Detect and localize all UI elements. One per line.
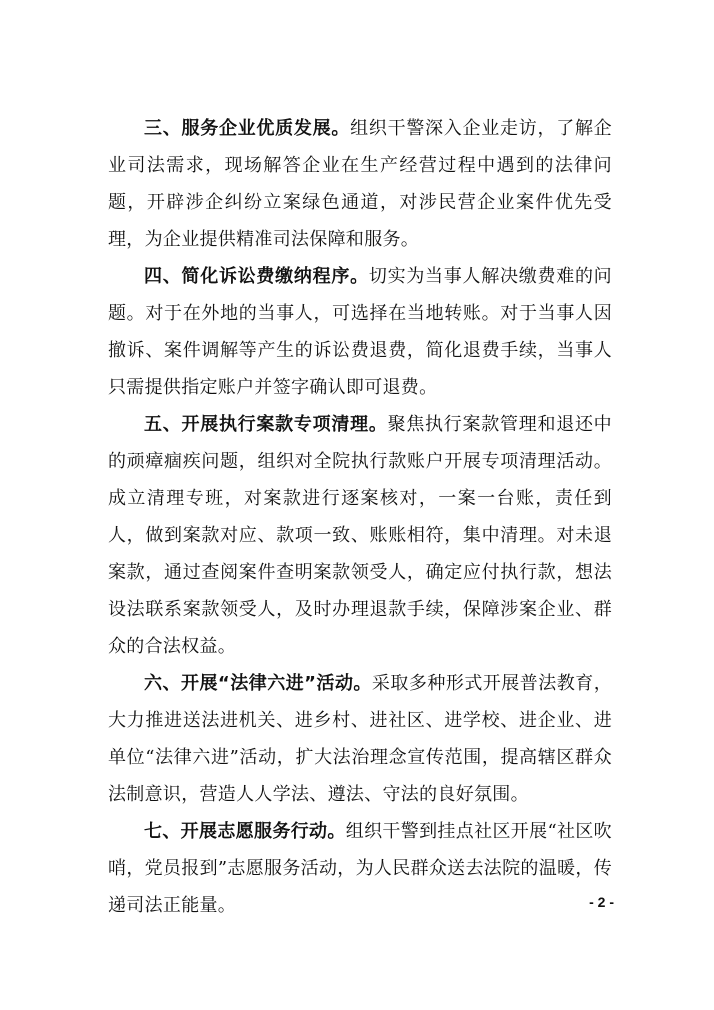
paragraph-volunteer-service <box>108 813 612 924</box>
paragraph-heading: 四、简化诉讼费缴纳程序。 <box>144 266 369 287</box>
paragraph-text: 组织干警到挂点社区开展“社区吹哨，党员报到”志愿服务活动，为人民群众送去法院的温暖，传递司法正能量。 <box>108 821 612 916</box>
paragraph-execution-funds <box>108 406 612 665</box>
paragraph-heading: 六、开展“法律六进”活动。 <box>144 673 372 694</box>
paragraph-text: 聚焦执行案款管理和退还中的顽瘴痼疾问题，组织对全院执行款账户开展专项清理活动。成立清理专班，对案款进行逐案核对，一案一台账，责任到人，做到案款对应、款项一致、账账相符，集中清理。对未退案款，通过查阅案件查明案款领受人，确定应付执行款，想法设法联系案款领受人，及时办理退款手续，保障涉案企业、群众的合法权益。 <box>108 414 612 657</box>
paragraph-text: 组织干警深入企业走访，了解企业司法需求，现场解答企业在生产经营过程中遇到的法律问题，开辟涉企纠纷立案绿色通道，对涉民营企业案件优先受理，为企业提供精准司法保障和服务。 <box>108 118 612 250</box>
paragraph-text: 采取多种形式开展普法教育，大力推进送法进机关、进乡村、进社区、进学校、进企业、进单位“法律六进”活动，扩大法治理念宣传范围，提高辖区群众法制意识，营造人人学法、遵法、守法的良好氛围。 <box>108 673 612 805</box>
paragraph-service-enterprises <box>108 110 612 258</box>
paragraph-law-six-entries <box>108 665 612 813</box>
paragraph-heading: 五、开展执行案款专项清理。 <box>144 414 388 435</box>
paragraph-text: 切实为当事人解决缴费难的问题。对于在外地的当事人，可选择在当地转账。对于当事人因撤诉、案件调解等产生的诉讼费退费，简化退费手续，当事人只需提供指定账户并签字确认即可退费。 <box>108 266 612 398</box>
paragraph-simplify-fees <box>108 258 612 406</box>
document-body <box>108 110 612 924</box>
paragraph-heading: 七、开展志愿服务行动。 <box>144 821 346 842</box>
paragraph-heading: 三、服务企业优质发展。 <box>144 118 351 139</box>
page-number: - 2 - <box>589 894 614 910</box>
